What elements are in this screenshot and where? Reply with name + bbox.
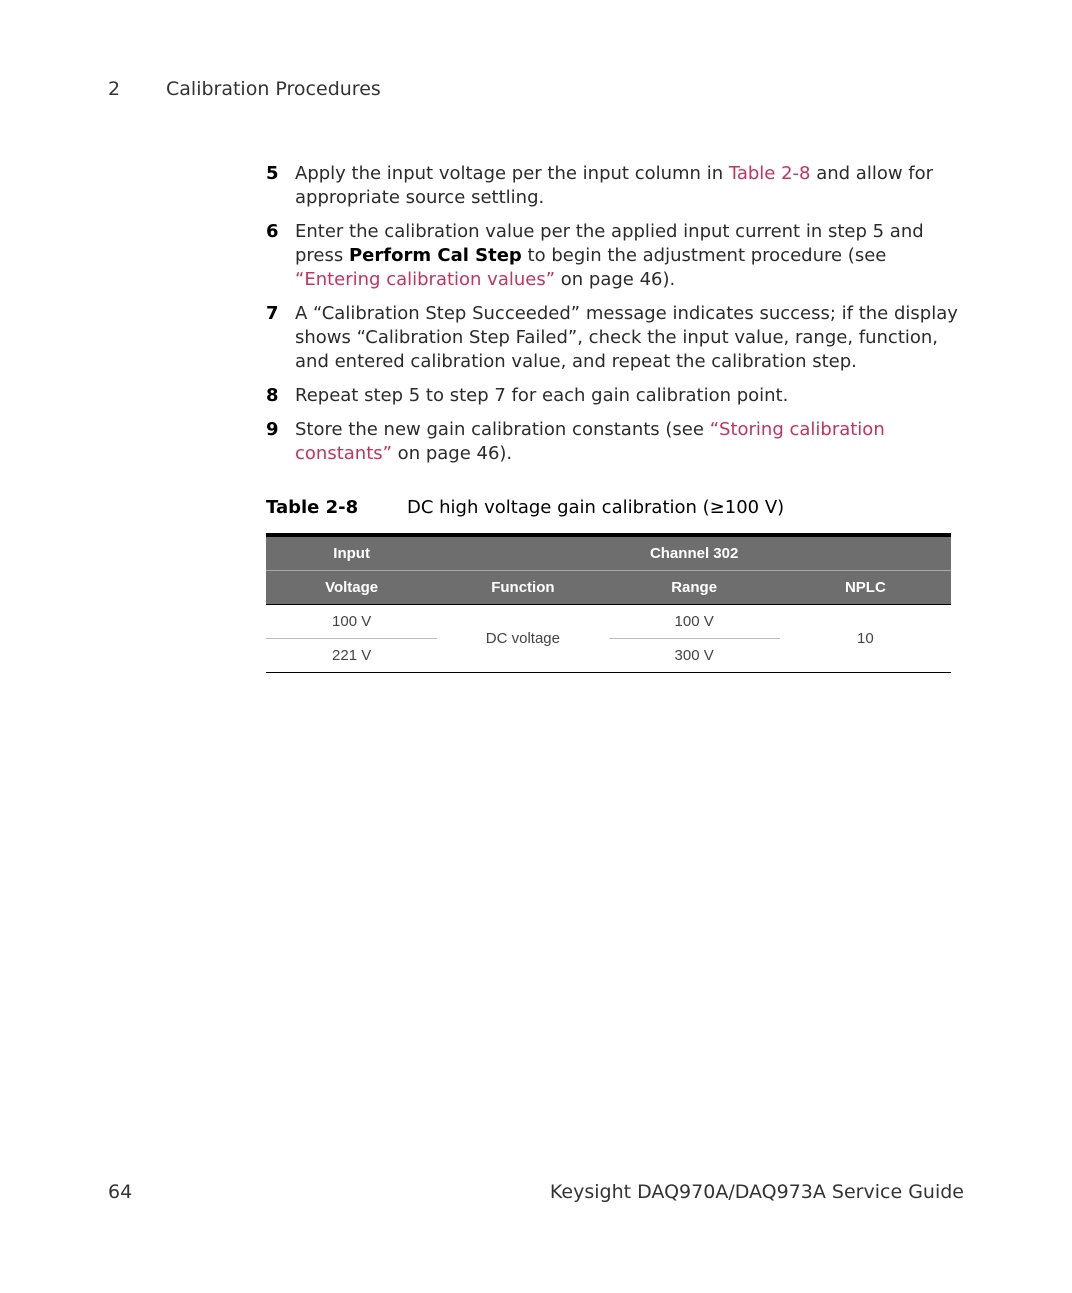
page-number: 64 [108,1181,133,1203]
step-text: A “Calibration Step Succeeded” message indicates success; if the display shows “Calibration Step Failed”, check the input value, range, function, and entered calibration value, and repeat the calibration step. [295,303,958,372]
table-caption [266,497,784,518]
step-6 [266,220,966,292]
step-5 [266,162,966,210]
column-header-voltage: Voltage [266,571,437,605]
table-row [266,605,951,639]
step-text: Enter the calibration value per the applied input current in step 5 and press [295,221,924,266]
entering-calibration-values-link[interactable]: “Entering calibration values” [295,269,556,290]
cell-voltage: 221 V [266,639,437,673]
step-8 [266,384,966,408]
table-column-header-row [266,571,951,605]
document-title: Keysight DAQ970A/DAQ973A Service Guide [549,1181,964,1203]
calibration-table [266,533,951,673]
running-header [108,78,381,100]
cell-range: 300 V [609,639,780,673]
perform-cal-step-label: Perform Cal Step [348,245,522,266]
cell-voltage: 100 V [266,605,437,639]
step-text: and allow for appropriate source settling. [295,163,934,208]
table-caption-title: DC high voltage gain calibration (≥100 V) [407,497,785,518]
step-number: 6 [266,221,279,242]
procedure-steps [266,162,966,476]
step-text: to begin the adjustment procedure (see [521,245,887,266]
column-header-function: Function [437,571,608,605]
group-header-channel: Channel 302 [437,535,951,571]
step-text: on page 46). [391,443,513,464]
chapter-title: Calibration Procedures [166,78,381,100]
step-number: 5 [266,163,279,184]
chapter-number: 2 [108,78,121,100]
cell-function: DC voltage [437,605,608,673]
step-text: Apply the input voltage per the input column in [295,163,729,184]
step-text: Repeat step 5 to step 7 for each gain calibration point. [295,385,789,406]
cell-nplc: 10 [780,605,951,673]
step-9 [266,418,966,466]
step-text: Store the new gain calibration constants (see [295,419,710,440]
step-text: on page 46). [555,269,676,290]
step-number: 8 [266,385,279,406]
cell-range: 100 V [609,605,780,639]
table-caption-label: Table 2-8 [266,497,359,518]
table-2-8-link[interactable]: Table 2-8 [728,163,811,184]
table-group-header-row [266,535,951,571]
column-header-nplc: NPLC [780,571,951,605]
group-header-input: Input [266,535,437,571]
step-number: 9 [266,419,279,440]
step-7 [266,302,966,374]
step-number: 7 [266,303,279,324]
column-header-range: Range [609,571,780,605]
storing-calibration-constants-link[interactable]: “Storing calibration constants” [295,419,885,464]
